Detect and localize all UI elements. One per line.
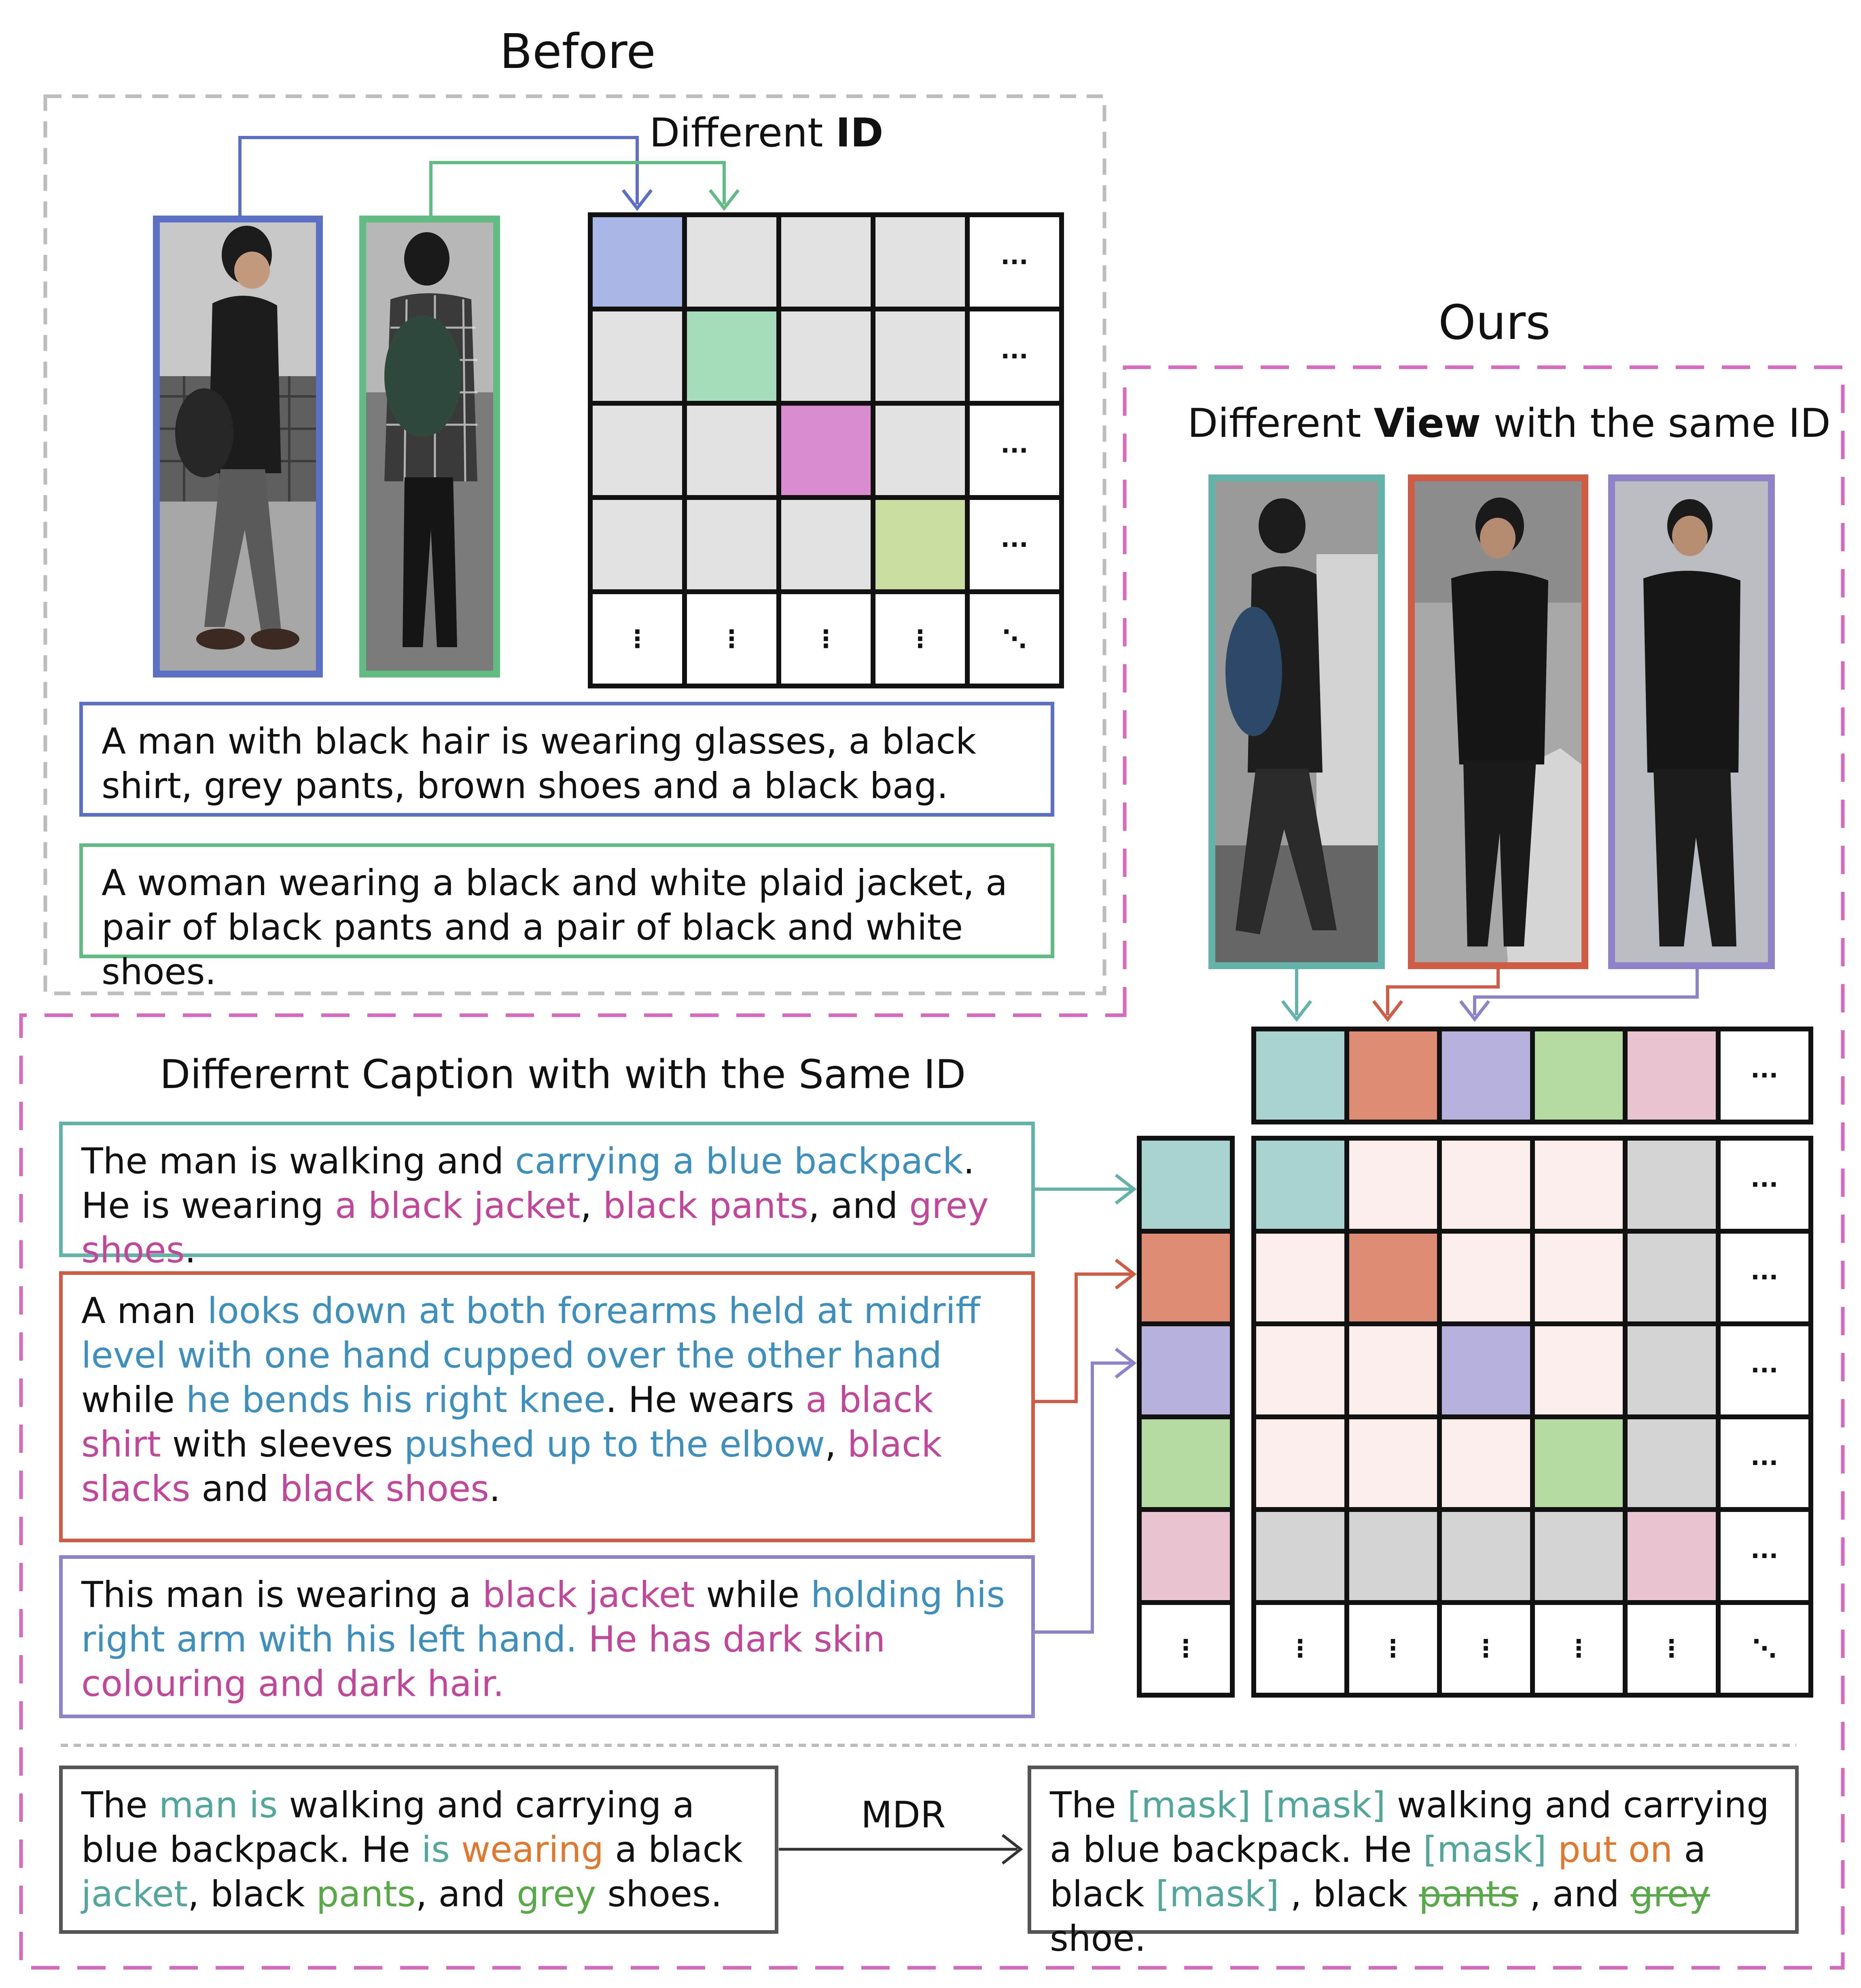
caption-segment: is	[421, 1829, 450, 1870]
caption-segment: ,	[825, 1423, 848, 1465]
caption-segment: This man is wearing a	[81, 1574, 483, 1615]
caption-purple	[59, 1555, 1035, 1718]
caption-segment: pants	[316, 1873, 416, 1915]
cell-r2-c1	[685, 403, 779, 498]
caption-segment: put on	[1558, 1829, 1673, 1870]
cell-r2-c1	[1347, 1324, 1440, 1417]
cell-r2-c4: ···	[967, 403, 1062, 498]
before-title: Before	[500, 23, 656, 79]
different-view-label	[1187, 400, 1831, 447]
caption-segment	[577, 1618, 589, 1660]
cell-r0-c5: ···	[1718, 1138, 1811, 1231]
caption-segment: A man with black hair is wearing glasses, a black shirt, grey pants, brown shoes and a black bag.	[102, 720, 976, 807]
cell-r3-c4	[1625, 1417, 1718, 1510]
ours-title: Ours	[1438, 294, 1551, 350]
cell-r1-c3	[1532, 1231, 1626, 1324]
cell-0	[1254, 1029, 1347, 1122]
caption-segment: ,	[580, 1185, 603, 1226]
mdr-source-caption	[59, 1766, 778, 1934]
cell-r1-c4: ···	[967, 309, 1062, 403]
cell-r4-c0: ⋮	[590, 592, 685, 686]
mdr-label: MDR	[861, 1794, 946, 1836]
caption-segment: wearing	[461, 1829, 604, 1870]
arrow-green-id	[431, 163, 724, 218]
cell-5: ⋮	[1139, 1603, 1232, 1696]
cell-4	[1625, 1029, 1718, 1122]
cell-r4-c2: ⋮	[779, 592, 873, 686]
caption-segment: while	[695, 1574, 811, 1615]
cell-r3-c3	[873, 498, 967, 592]
caption-segment: shoes.	[596, 1873, 722, 1915]
caption-teal	[59, 1122, 1035, 1271]
cell-r1-c2	[779, 309, 873, 403]
arrow-blue-id	[240, 138, 637, 218]
different-id-bold: ID	[835, 110, 884, 156]
cell-r5-c1: ⋮	[1347, 1603, 1440, 1696]
cell-r5-c2: ⋮	[1439, 1603, 1532, 1696]
caption-segment: He has dark skin colouring and dark hair.	[81, 1618, 886, 1704]
caption-segment: and	[190, 1468, 280, 1510]
cell-r4-c3: ⋮	[873, 592, 967, 686]
caption-heading: Differernt Caption with with the Same ID	[160, 1052, 966, 1098]
cell-r0-c0	[590, 215, 685, 309]
cell-r2-c0	[590, 403, 685, 498]
cell-r1-c2	[1439, 1231, 1532, 1324]
cell-r4-c2	[1439, 1510, 1532, 1603]
caption-segment: shoe.	[1050, 1918, 1146, 1959]
cell-4	[1139, 1510, 1232, 1603]
caption-segment: A man	[81, 1290, 208, 1332]
cell-r0-c2	[1439, 1138, 1532, 1231]
caption-segment: [mask] [mask]	[1127, 1784, 1386, 1826]
ours-text-feature-column	[1137, 1136, 1235, 1698]
caption-before-man	[79, 702, 1054, 817]
cell-0	[1139, 1138, 1232, 1231]
caption-segment: holding his right arm with his left hand.	[81, 1574, 1005, 1660]
cell-r1-c1	[1347, 1231, 1440, 1324]
cell-r4-c4: ⋱	[967, 592, 1062, 686]
caption-segment: . He is wearing	[81, 1140, 975, 1226]
caption-segment: a black shirt	[81, 1379, 933, 1465]
caption-segment: , and	[808, 1185, 909, 1226]
cell-r3-c0	[1254, 1417, 1347, 1510]
caption-segment: , and	[1518, 1873, 1631, 1915]
cell-r3-c1	[1347, 1417, 1440, 1510]
cell-2	[1439, 1029, 1532, 1122]
cell-r5-c4: ⋮	[1625, 1603, 1718, 1696]
cell-r4-c4	[1625, 1510, 1718, 1603]
caption-segment: , black	[188, 1873, 316, 1915]
cell-3	[1532, 1029, 1626, 1122]
caption-segment: black slacks	[81, 1423, 942, 1510]
caption-segment: jacket	[81, 1873, 188, 1915]
caption-segment: a black jacket	[335, 1185, 581, 1226]
caption-segment: grey shoes	[81, 1185, 989, 1271]
caption-segment: [mask]	[1155, 1873, 1279, 1915]
arrow-purple-view	[1475, 969, 1697, 1015]
cell-r4-c5: ···	[1718, 1510, 1811, 1603]
different-view-prefix: Different	[1187, 400, 1374, 447]
caption-segment: A woman wearing a black and white plaid jacket, a pair of black pants and a pair of black and white shoes.	[102, 862, 1008, 993]
caption-segment: with sleeves	[161, 1423, 405, 1465]
cell-r0-c2	[779, 215, 873, 309]
ours-similarity-matrix	[1251, 1136, 1813, 1698]
caption-segment: man is	[159, 1784, 278, 1826]
caption-segment: .	[489, 1468, 500, 1510]
cell-r5-c5: ⋱	[1718, 1603, 1811, 1696]
cell-r3-c1	[685, 498, 779, 592]
cell-r3-c0	[590, 498, 685, 592]
photo-view-purple	[1608, 474, 1775, 969]
different-view-suffix: with the same ID	[1481, 400, 1831, 447]
caption-segment: grey	[517, 1873, 596, 1915]
caption-segment: The	[1050, 1784, 1128, 1826]
cell-r2-c3	[1532, 1324, 1626, 1417]
caption-segment: black pants	[603, 1185, 808, 1226]
caption-segment: walking and carrying a blue backpack. He	[1050, 1784, 1770, 1870]
caption-segment: . He wears	[605, 1379, 806, 1421]
caption-segment: black jacket	[482, 1574, 695, 1615]
cell-r0-c3	[1532, 1138, 1626, 1231]
cell-r5-c3: ⋮	[1532, 1603, 1626, 1696]
cell-r2-c2	[779, 403, 873, 498]
caption-segment: he bends his right knee	[186, 1379, 606, 1421]
cell-r4-c3	[1532, 1510, 1626, 1603]
cell-r3-c2	[779, 498, 873, 592]
cell-r4-c1	[1347, 1510, 1440, 1603]
arrow-red-caption	[1034, 1274, 1131, 1402]
cell-r3-c2	[1439, 1417, 1532, 1510]
caption-segment: , and	[415, 1873, 517, 1915]
caption-red	[59, 1271, 1035, 1542]
cell-r3-c4: ···	[967, 498, 1062, 592]
different-view-bold: View	[1373, 400, 1481, 447]
caption-segment: a black	[1050, 1829, 1706, 1915]
caption-segment: looks down at both forearms held at midriff level with one hand cupped over the other hand	[81, 1290, 980, 1376]
cell-r0-c4	[1625, 1138, 1718, 1231]
cell-3	[1139, 1417, 1232, 1510]
cell-r1-c4	[1625, 1231, 1718, 1324]
caption-segment: while	[81, 1379, 186, 1421]
cell-1	[1139, 1231, 1232, 1324]
caption-before-woman	[79, 843, 1054, 993]
photo-man-blue	[153, 216, 323, 677]
cell-r0-c4: ···	[967, 215, 1062, 309]
cell-r4-c0	[1254, 1510, 1347, 1603]
ours-image-feature-row	[1251, 1027, 1813, 1124]
cell-r2-c5: ···	[1718, 1324, 1811, 1417]
caption-segment: walking and carrying a blue backpack. He	[81, 1784, 695, 1870]
cell-r2-c2	[1439, 1324, 1532, 1417]
caption-segment	[450, 1829, 461, 1870]
before-similarity-matrix	[588, 212, 1064, 688]
arrow-purple-caption	[1034, 1363, 1131, 1632]
cell-r1-c5: ···	[1718, 1231, 1811, 1324]
cell-r1-c1	[685, 309, 779, 403]
cell-r2-c3	[873, 403, 967, 498]
different-id-label	[649, 110, 884, 156]
caption-segment: , black	[1279, 1873, 1419, 1915]
cell-r4-c1: ⋮	[685, 592, 779, 686]
cell-r0-c1	[1347, 1138, 1440, 1231]
cell-r0-c1	[685, 215, 779, 309]
caption-segment: a black	[604, 1829, 743, 1870]
caption-segment: pushed up to the elbow	[404, 1423, 825, 1465]
cell-5: ···	[1718, 1029, 1811, 1122]
photo-view-red	[1408, 474, 1588, 969]
photo-woman-green	[359, 216, 500, 677]
cell-r2-c4	[1625, 1324, 1718, 1417]
cell-r1-c0	[590, 309, 685, 403]
photo-view-teal	[1208, 474, 1385, 969]
caption-segment: grey	[1630, 1873, 1710, 1915]
caption-segment: pants	[1419, 1873, 1519, 1915]
cell-r3-c5: ···	[1718, 1417, 1811, 1510]
cell-2	[1139, 1324, 1232, 1417]
caption-segment: carrying a blue backpack	[515, 1140, 963, 1182]
cell-r0-c3	[873, 215, 967, 309]
cell-r5-c0: ⋮	[1254, 1603, 1347, 1696]
caption-segment: The man is walking and	[81, 1140, 515, 1182]
caption-segment: .	[184, 1229, 196, 1271]
cell-r0-c0	[1254, 1138, 1347, 1231]
caption-segment	[1547, 1829, 1558, 1870]
cell-1	[1347, 1029, 1440, 1122]
cell-r3-c3	[1532, 1417, 1626, 1510]
caption-segment: The	[81, 1784, 159, 1826]
caption-segment: black shoes	[280, 1468, 489, 1510]
cell-r1-c3	[873, 309, 967, 403]
cell-r2-c0	[1254, 1324, 1347, 1417]
cell-r1-c0	[1254, 1231, 1347, 1324]
different-id-prefix: Different	[649, 110, 836, 156]
caption-segment: [mask]	[1423, 1829, 1547, 1870]
mdr-target-caption	[1028, 1766, 1799, 1959]
